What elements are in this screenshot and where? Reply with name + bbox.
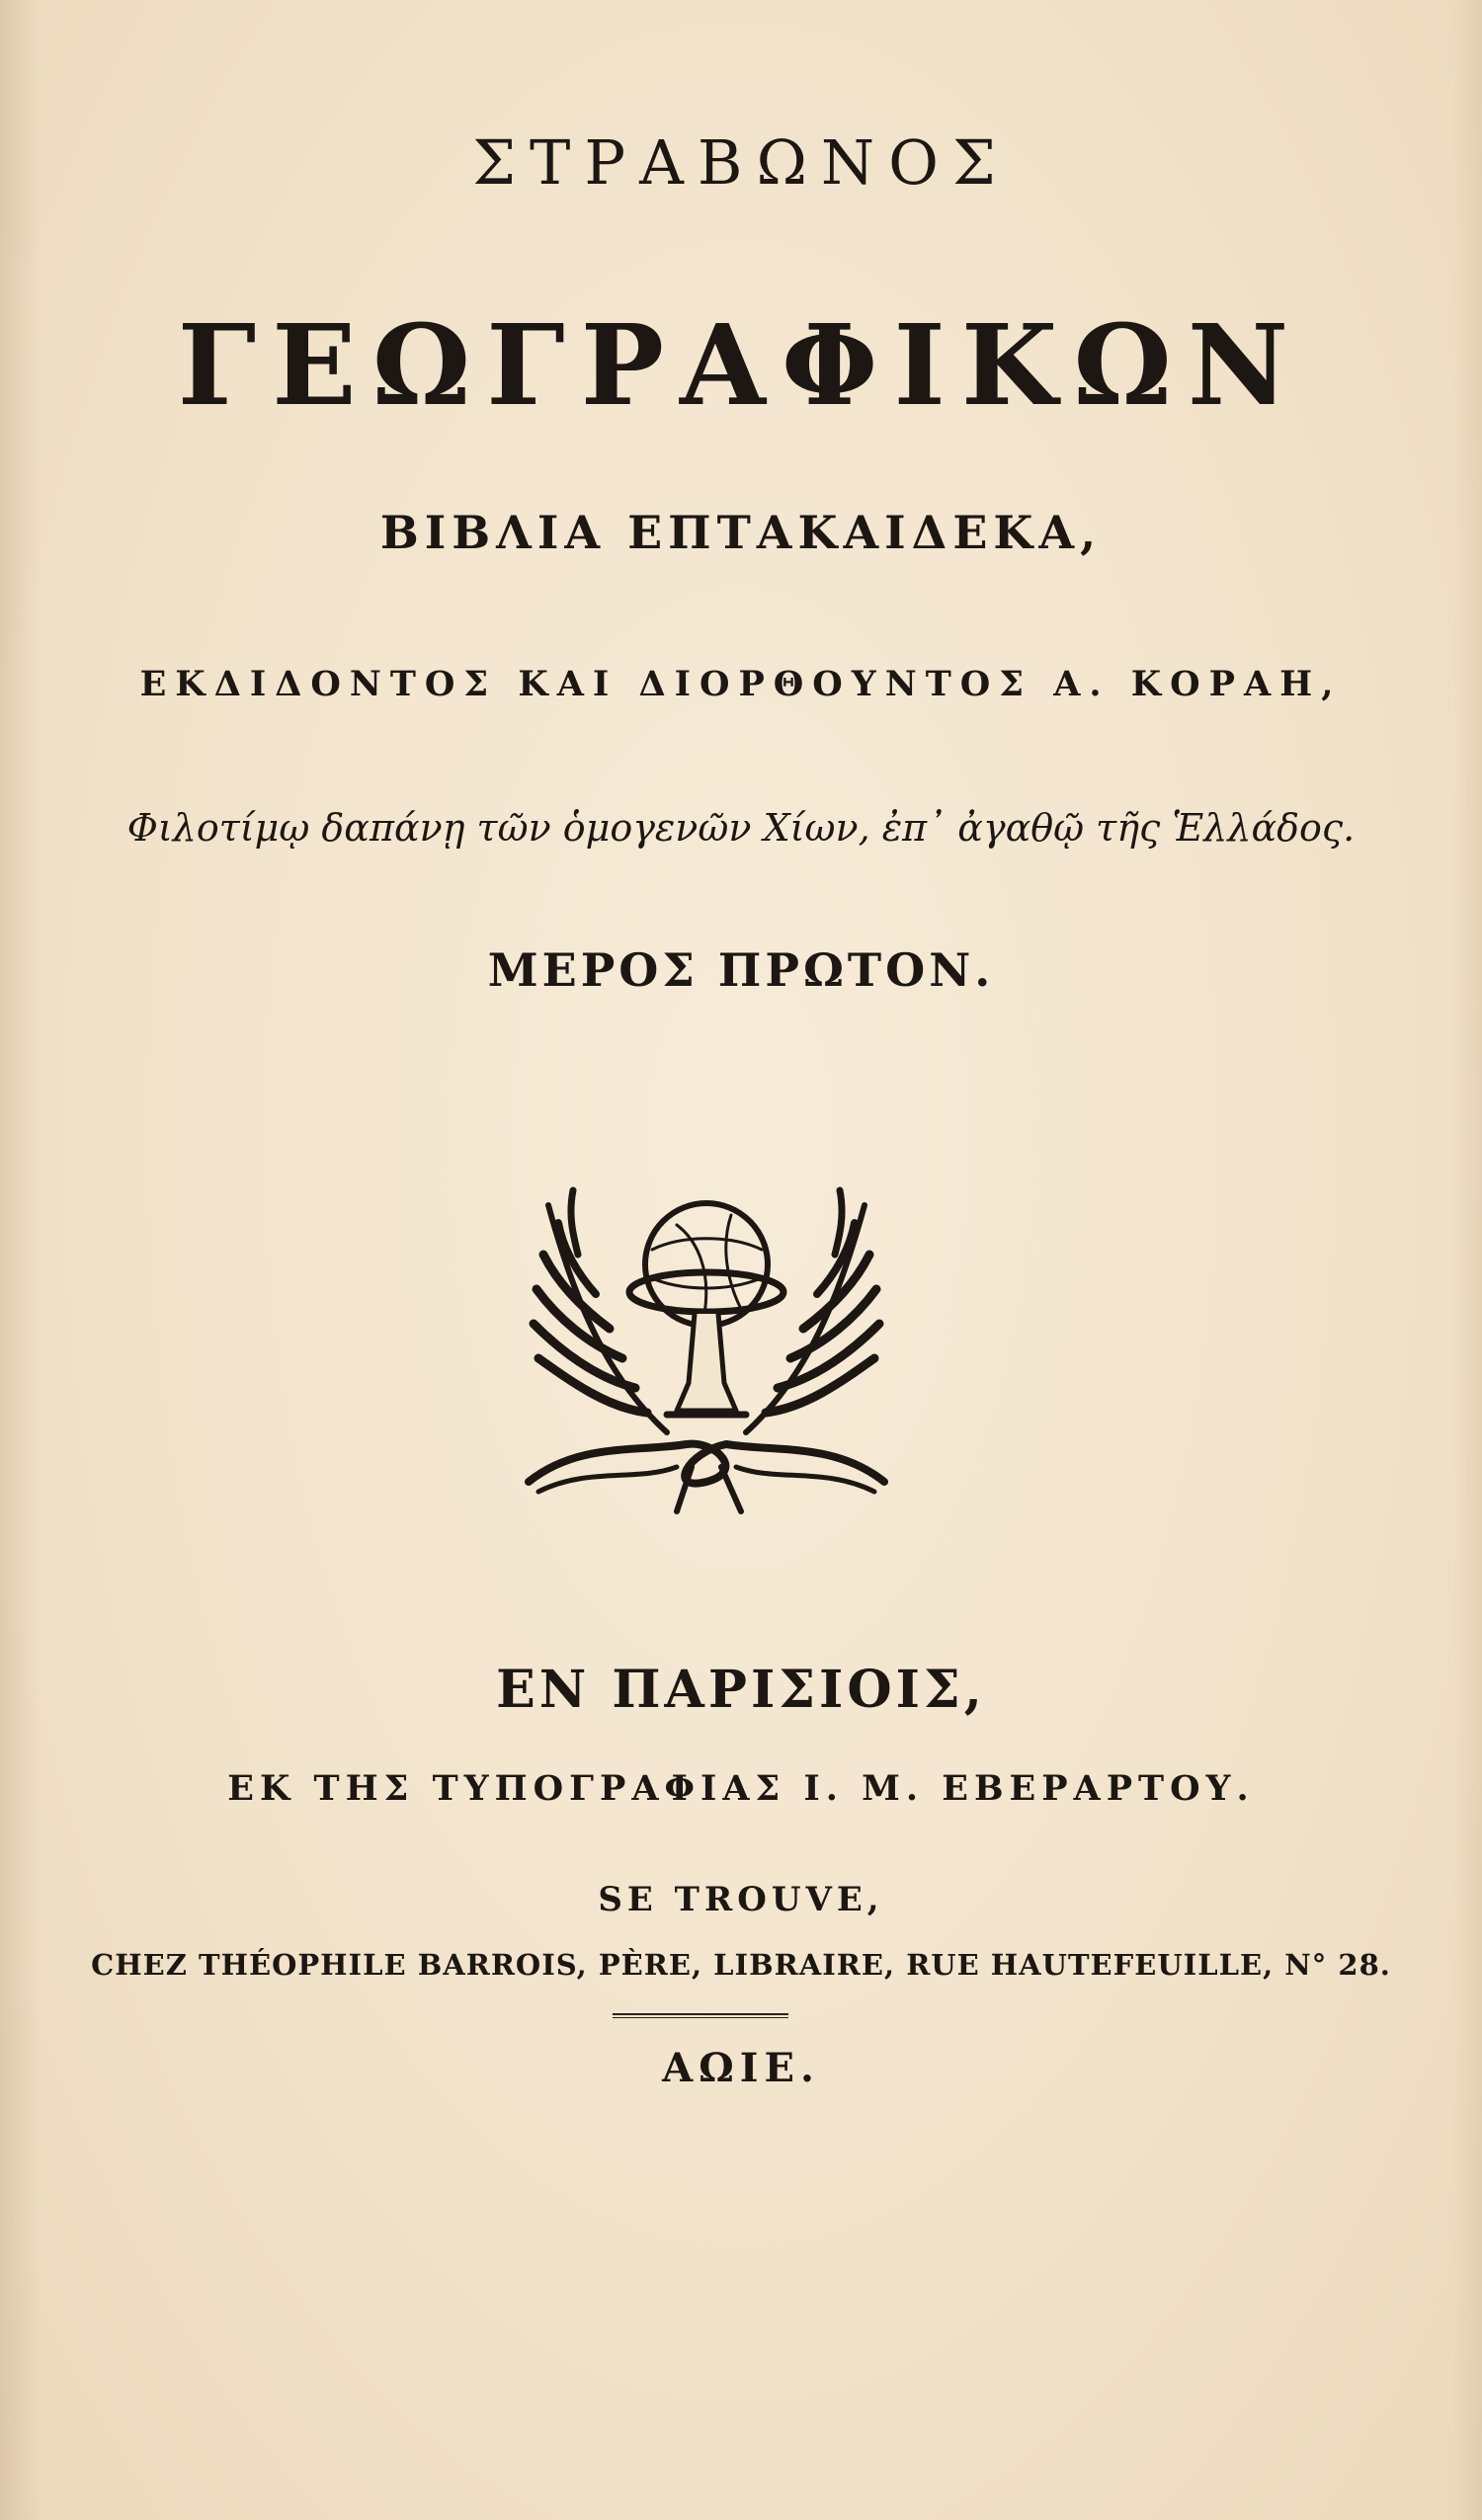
editor-line: ΕΚΔΙΔΟΝΤΟΣ ΚΑΙ ΔΙΟΡΘΟΥΝΤΟΣ Α. ΚΟΡΑΗ,	[139, 664, 1343, 704]
book-subtitle: ΒΙΒΛΙΑ ΕΠΤΑΚΑΙΔΕΚΑ,	[379, 506, 1103, 559]
author-name: ΣΤΡΑΒΩΝΟΣ	[472, 126, 1010, 199]
book-title: ΓΕΩΓΡΑΦΙΚΩΝ	[177, 301, 1305, 431]
volume-part: ΜΕΡΟΣ ΠΡΩΤΟΝ.	[487, 943, 995, 997]
divider-rule	[613, 2013, 788, 2018]
publication-year: ΑΩΙΕ.	[662, 2045, 820, 2091]
seller-label: SE TROUVE,	[598, 1880, 884, 1919]
seller-address: CHEZ THÉOPHILE BARROIS, PÈRE, LIBRAIRE, RUE HAUTEFEUILLE, N° 28.	[91, 1948, 1391, 1982]
patron-line: Φιλοτίμῳ δαπάνῃ τῶν ὁμογενῶν Χίων, ἐπ᾽ ἀγαθῷ τῆς Ἑλλάδος.	[126, 806, 1356, 850]
printer-emblem-icon	[519, 1185, 894, 1521]
imprint-place: ΕΝ ΠΑΡΙΣΙΟΙΣ,	[496, 1660, 986, 1720]
imprint-printer: ΕΚ ΤΗΣ ΤΥΠΟΓΡΑΦΙΑΣ Ι. Μ. ΕΒΕΡΑΡΤΟΥ.	[227, 1768, 1255, 1809]
